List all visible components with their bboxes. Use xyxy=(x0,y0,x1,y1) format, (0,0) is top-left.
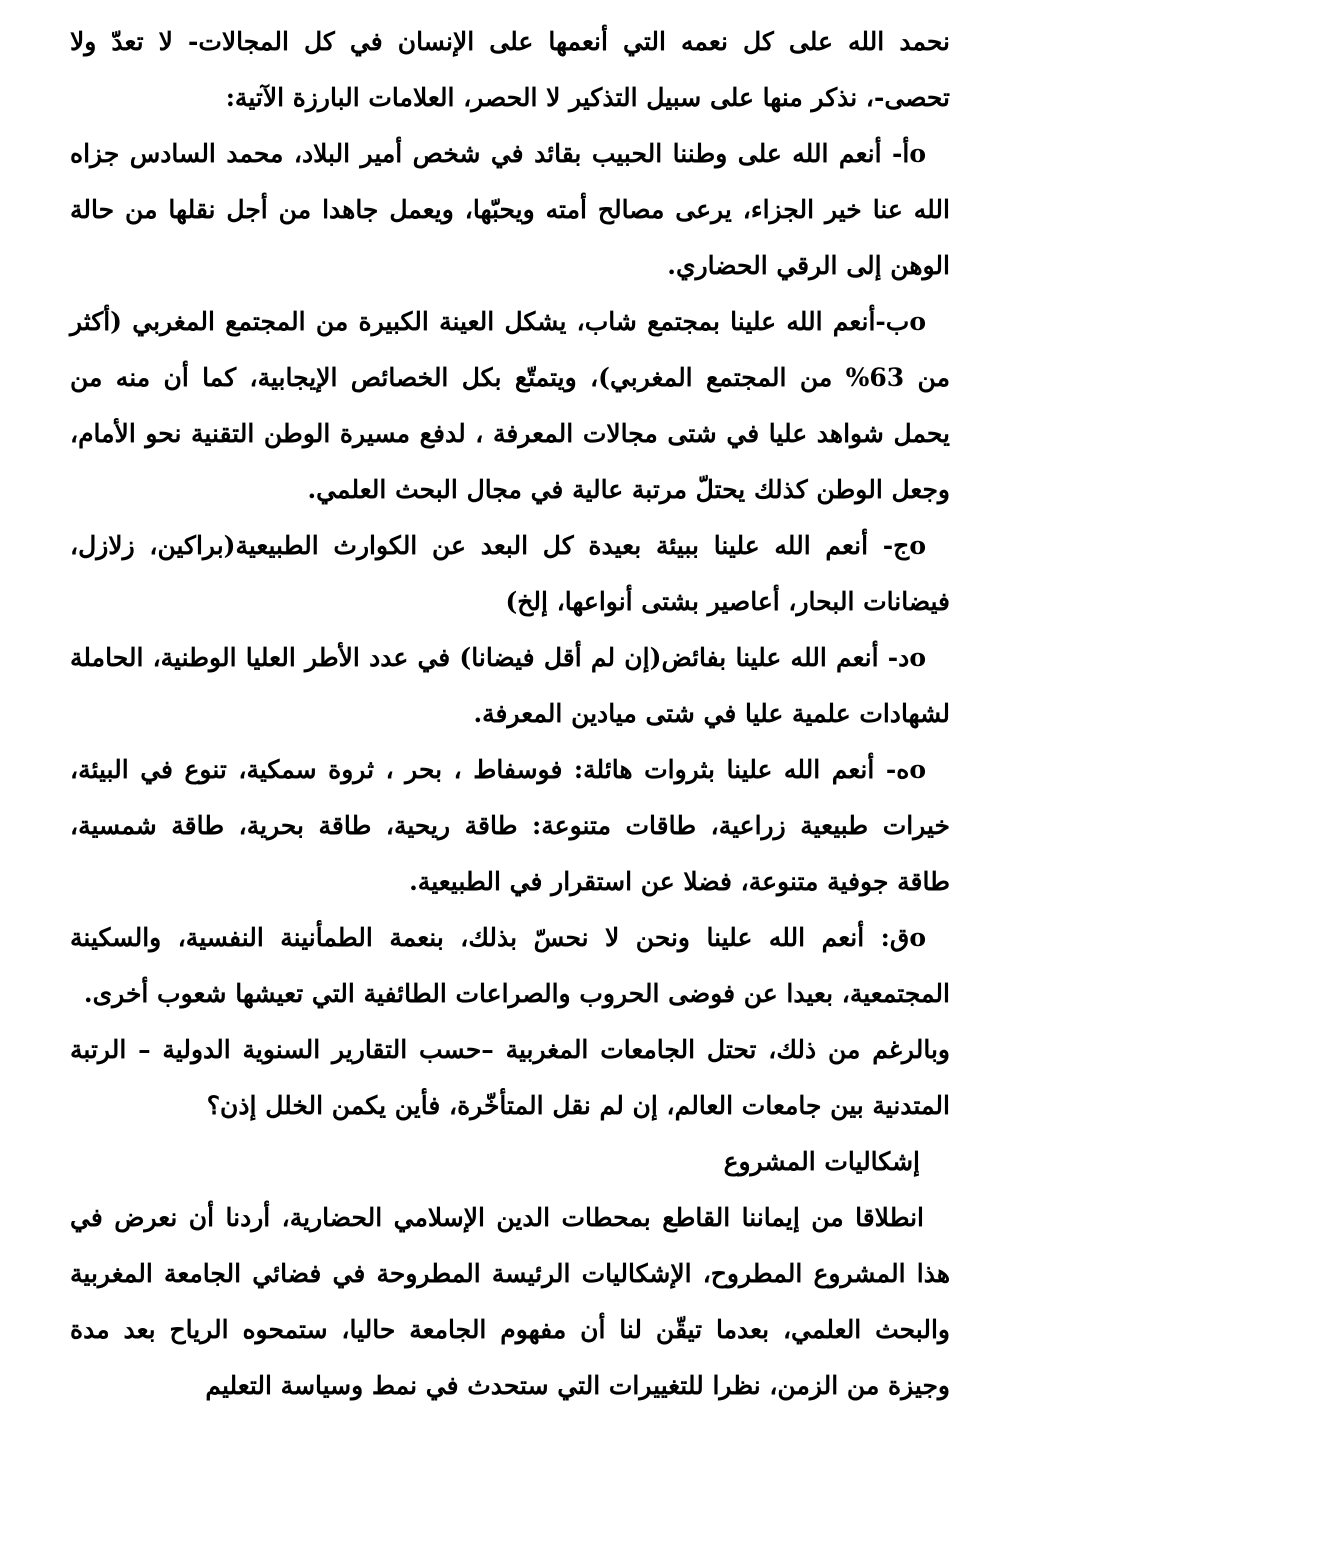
bullet-marker-icon: o xyxy=(909,923,926,952)
conclusion-paragraph: وبالرغم من ذلك، تحتل الجامعات المغربية –حسب التقارير السنوية الدولية – الرتبة المتدنية بين جامعات العالم، إن لم نقل المتأخّرة، فأين يكمن الخلل إذن؟ xyxy=(70,1035,950,1120)
list-item-text: ج- أنعم الله علينا ببيئة بعيدة كل البعد عن الكوارث الطبيعية(براكين، زلازل، فيضانات البحار، أعاصير بشتى أنواعها، إلخ) xyxy=(70,531,950,616)
list-item-text: أ- أنعم الله على وطننا الحبيب بقائد في شخص أمير البلاد، محمد السادس جزاه الله عنا خير الجزاء، يرعى مصالح أمته ويحبّها، ويعمل جاهدا من أجل نقلها من حالة الوهن إلى الرقي الحضاري. xyxy=(70,139,950,280)
section-text: انطلاقا من إيماننا القاطع بمحطات الدين الإسلامي الحضارية، أردنا أن نعرض في هذا المشروع المطروح، الإشكاليات الرئيسة المطروحة في فضائي الجامعة المغربية والبحث العلمي، بعدما تيقّن لنا أن مفهوم الجامعة حاليا، ستمحوه الرياح بعد مدة وجيزة من الزمن، نظرا للتغييرات التي ستحدث في نمط وسياسة التعليم xyxy=(70,1203,950,1400)
list-item xyxy=(70,630,950,742)
intro-paragraph: نحمد الله على كل نعمه التي أنعمها على الإنسان في كل المجالات- لا تعدّ ولا تحصى-، نذكر منها على سبيل التذكير لا الحصر، العلامات البارزة الآتية: xyxy=(70,27,950,112)
section-paragraph xyxy=(70,1190,950,1414)
list-item xyxy=(70,294,950,518)
list-item xyxy=(70,126,950,294)
list-item-text: ق: أنعم الله علينا ونحن لا نحسّ بذلك، بنعمة الطمأنينة النفسية، والسكينة المجتمعية، بعيدا عن فوضى الحروب والصراعات الطائفية التي تعيشها شعوب أخرى. xyxy=(70,923,950,1008)
list-item-text: ب-أنعم الله علينا بمجتمع شاب، يشكل العينة الكبيرة من المجتمع المغربي (أكثر من 63% من المجتمع المغربي)، ويتمتّع بكل الخصائص الإيجابية، كما أن منه من يحمل شواهد عليا في شتى مجالات المعرفة ، لدفع مسيرة الوطن التقنية نحو الأمام، وجعل الوطن كذلك يحتلّ مرتبة عالية في مجال البحث العلمي. xyxy=(70,307,950,504)
document-page xyxy=(70,14,950,1414)
bullet-marker-icon: o xyxy=(909,307,926,336)
section-heading: إشكاليات المشروع xyxy=(723,1147,920,1176)
bullet-marker-icon: o xyxy=(909,139,926,168)
list-item xyxy=(70,910,950,1022)
bullet-marker-icon: o xyxy=(909,643,926,672)
list-item-text: د- أنعم الله علينا بفائض(إن لم أقل فيضانا) في عدد الأطر العليا الوطنية، الحاملة لشهادات علمية عليا في شتى ميادين المعرفة. xyxy=(70,643,950,728)
list-item-text: ه- أنعم الله علينا بثروات هائلة: فوسفاط ، بحر ، ثروة سمكية، تنوع في البيئة، خيرات طبيعية زراعية، طاقات متنوعة: طاقة ريحية، طاقة بحرية، طاقة شمسية، طاقة جوفية متنوعة، فضلا عن استقرار في الطبيعية. xyxy=(70,755,950,896)
bullet-marker-icon: o xyxy=(909,531,926,560)
list-item xyxy=(70,742,950,910)
bullet-marker-icon: o xyxy=(909,755,926,784)
list-item xyxy=(70,518,950,630)
